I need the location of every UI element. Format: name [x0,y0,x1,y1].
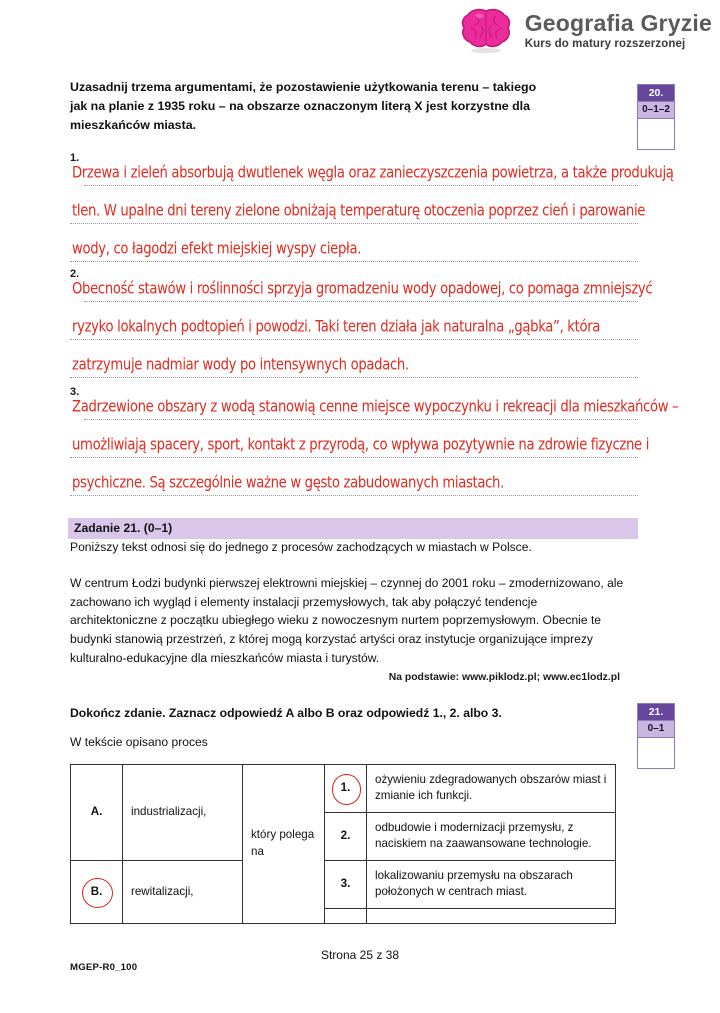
option-text-2[interactable]: odbudowie i modernizacji przemysłu, z naciskiem na zaawansowane technologie. [367,812,616,860]
answer-block-2 [70,268,653,382]
task-21-heading: Zadanie 21. (0–1) [68,518,638,539]
table-row [71,765,616,813]
option-letter-a[interactable]: A. [90,805,103,819]
option-number-3-cell[interactable] [325,860,367,908]
score-box-21-points: 0–1 [638,720,674,738]
handwriting-text: Zadrzewione obszary z wodą stanowią cenne miejsce wypoczynku i rekreacji dla mieszkańców – [72,398,679,416]
answer-line [70,386,679,424]
dotted-rule [84,185,638,186]
score-box-20-number: 20. [638,85,674,101]
answer-1-label: 1. [70,152,80,164]
score-box-21-number: 21. [638,704,674,720]
dotted-rule [84,419,638,420]
score-box-20-points: 0–1–2 [638,101,674,119]
dotted-rule [70,377,638,378]
handwriting-text: psychiczne. Są szczególnie ważne w gęsto zabudowanych miastach. [72,474,504,492]
dotted-rule [70,223,638,224]
handwriting-text: wody, co łagodzi efekt miejskiej wyspy ciepła. [72,240,362,258]
answer-block-3 [70,386,679,500]
answer-line [70,268,653,306]
answer-line [70,306,638,344]
brain-icon [459,6,513,56]
handwriting-text: Drzewa i zieleń absorbują dwutlenek węgla oraz zanieczyszczenia powietrza, a także produkują [72,164,674,182]
handwriting-text: tlen. W upalne dni tereny zielone obniżają temperaturę otoczenia poprzez cień i parowanie [72,202,646,220]
option-text-b[interactable]: rewitalizacji, [123,860,243,923]
dotted-rule [70,339,638,340]
task-21-source: Na podstawie: www.piklodz.pl; www.ec1lodz.pl [388,672,620,683]
score-box-21[interactable] [637,703,675,769]
option-number-2[interactable]: 2. [340,829,351,843]
table-row [71,860,616,908]
handwriting-text: umożliwiają spacery, sport, kontakt z przyrodą, co wpływa pozytywnie na zdrowie fizyczne i [72,436,650,454]
answer-line [70,344,638,382]
brand-title: Geografia Gryzie [524,9,712,36]
answer-choice-table [70,764,616,924]
option-number-3[interactable]: 3. [340,877,351,891]
score-box-20-blank[interactable] [638,119,674,149]
option-text-a[interactable]: industrializacji, [123,765,243,861]
handwriting-text: zatrzymuje nadmiar wody po intensywnych opadach. [72,356,409,374]
brand-logo [459,6,712,56]
answer-line [70,228,638,266]
option-letter-b[interactable]: B. [86,881,108,903]
answer-block-1 [70,152,674,266]
option-text-1[interactable]: ożywieniu zdegradowanych obszarów miast i zmianie ich funkcji. [367,765,616,813]
spacer-cell-desc [367,908,616,923]
score-box-20[interactable] [637,84,675,150]
task-21-subinstruction: W tekście opisano proces [70,735,208,749]
option-text-3[interactable]: lokalizowaniu przemysłu na obszarach położonych w centrach miast. [367,860,616,908]
option-letter-a-cell[interactable] [71,765,123,861]
option-letter-b-cell[interactable] [71,860,123,923]
brand-subtitle: Kurs do matury rozszerzonej [524,37,686,50]
task-21-instruction: Dokończ zdanie. Zaznacz odpowiedź A albo B oraz odpowiedź 1., 2. albo 3. [70,706,502,720]
option-number-1-cell[interactable] [325,765,367,813]
handwriting-text: Obecność stawów i roślinności sprzyja gromadzeniu wody opadowej, co pomaga zmniejszyć [72,280,653,298]
spacer-cell-num [325,908,367,923]
handwriting-text: ryzyko lokalnych podtopień i powodzi. Taki teren działa jak naturalna „gąbka”, która [72,318,601,336]
question-20-prompt: Uzasadnij trzema argumentami, że pozostawienie użytkowania terenu – takiego jak na planie z 1935 roku – na obszarze oznaczonym literą X jest korzystne dla mieszkańców miasta. [70,80,537,132]
answer-3-label: 3. [70,386,80,398]
dotted-rule [70,261,638,262]
option-number-2-cell[interactable] [325,812,367,860]
sheet-code: MGEP-R0_100 [70,962,138,973]
table-middle-text: który polega na [243,765,325,924]
task-21-body-text: W centrum Łodzi budynki pierwszej elektrowni miejskiej – czynnej do 2001 roku – zmodernizowano, ale zachowano ich wygląd i elementy instalacji przemysłowych, tak aby połączyć tendencje architektoniczne z początku ubiegłego wieku z nowoczesnym nurtem poprzemysłowym. Obecnie te budynki stanowią przestrzeń, z której mogą korzystać artyści oraz instytucje organizujące imprezy kulturalno-edukacyjne dla mieszkańców miasta i turystów. [70,576,624,665]
task-21-intro: Poniższy tekst odnosi się do jednego z procesów zachodzących w miastach w Polsce. [70,540,532,554]
answer-line [70,152,674,190]
answer-line [70,462,638,500]
answer-line [70,190,646,228]
option-number-1[interactable]: 1. [336,777,356,799]
dotted-rule [84,301,638,302]
page-number: Strona 25 z 38 [320,948,400,962]
dotted-rule [70,495,638,496]
score-box-21-blank[interactable] [638,738,674,768]
answer-line [70,424,650,462]
answer-2-label: 2. [70,268,80,280]
dotted-rule [70,457,638,458]
